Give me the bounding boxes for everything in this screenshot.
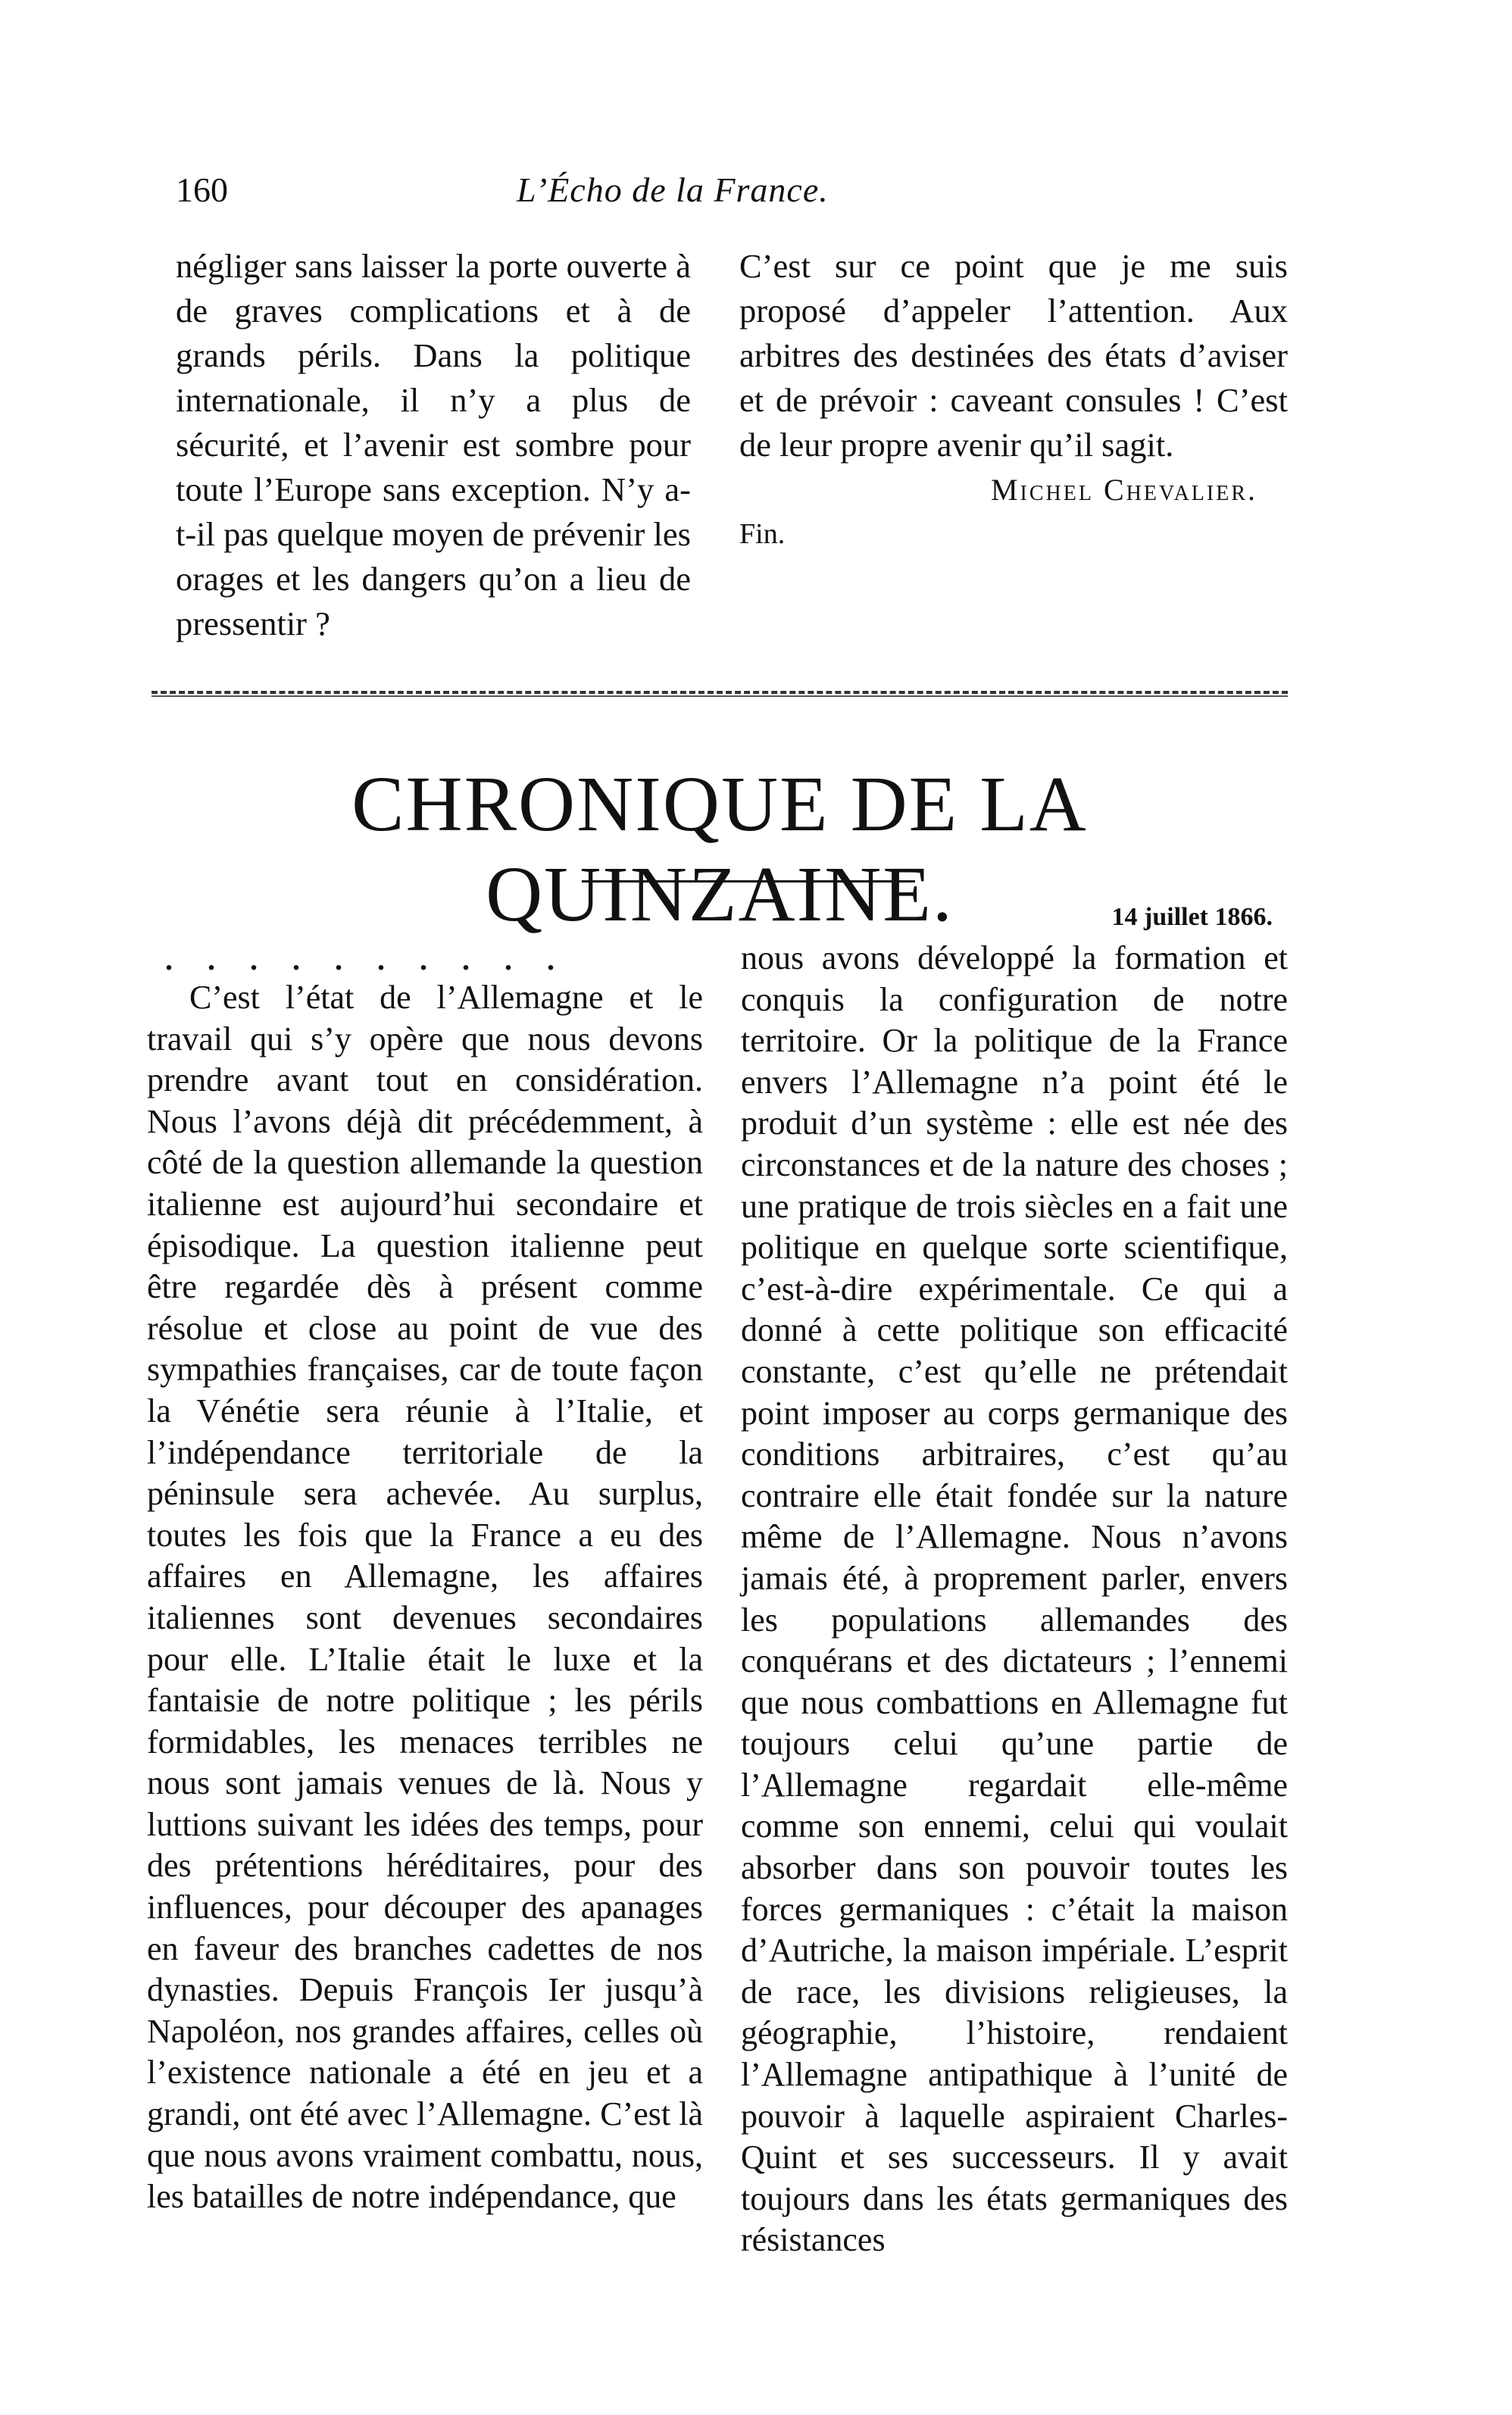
end-mark: Fin. [739,518,786,550]
body-left-paragraph: C’est l’état de l’Allemagne et le travail qui s’y opère que nous devons prendre avant tout en considération. Nous l’avons déjà dit précédemment, à côté de la question allemande la question italienne est aujourd’hui secondaire et épisodique. La question italienne peut être regardée dès à présent comme résolue et close au point de vue des sympathies françaises, car de toute façon la Vénétie sera réunie à l’Italie, et l’indépendance territoriale de la péninsule sera achevée. Au surplus, toutes les fois que la France a eu des affaires en Allemagne, les affaires italiennes sont devenues secondaires pour elle. L’Italie était le luxe et la fantaisie de notre politique ; les périls formidables, les menaces terribles ne nous sont jamais venues de là. Nous y luttions suivant les idées des temps, pour des prétentions héréditaires, pour des influences, pour découper des apanages en faveur des branches cadettes de nos dynasties. Depuis François Ier jusqu’à Napoléon, nos grandes affaires, celles où l’existence nationale a été en jeu et a grandi, ont été avec l’Allemagne. C’est là que nous avons vraiment combattu, nous, les batailles de notre indépendance, que [147,979,703,2216]
ellipsis-dots: . . . . . . . . . . [165,942,568,976]
top-left-column [176,244,691,646]
author-signature: Michel Chevalier. [990,473,1257,507]
section-separator-line [152,695,1288,697]
chronicle-date: 14 juillet 1866. [1111,903,1273,931]
running-title: L’Écho de la France. [517,170,829,209]
top-right-paragraph: C’est sur ce point que je me suis proposé d’appeler l’attention. Aux arbitres des destinées des états d’aviser et de prévoir : caveant consules ! C’est de leur propre avenir qu’il sagit. [739,247,1288,464]
top-left-paragraph: négliger sans laisser la porte ouverte à de graves complications et à de grands périls. Dans la politique internationale, il n’y a plus de sécurité, et l’avenir est sombre pour toute l’Europe sans exception. N’y a-t-il pas quelque moyen de prévenir les orages et les dangers qu’on a lieu de pressentir ? [176,247,691,642]
body-right-column [741,938,1288,2261]
section-title: CHRONIQUE DE LA QUINZAINE. [351,761,1088,938]
section-separator [152,691,1288,694]
top-right-column [739,244,1288,557]
page-number: 160 [176,170,228,209]
running-header [176,170,1289,218]
body-right-paragraph: nous avons développé la formation et conquis la configuration de notre territoire. Or la politique de la France envers l’Allemagne n’a point été le produit d’un système : elle est née des circonstances et de la nature des choses ; une pratique de trois siècles en a fait une politique en quelque sorte scientifique, c’est-à-dire expérimentale. Ce qui a donné à cette politique son efficacité constante, c’est qu’elle ne prétendait point imposer au corps germanique des conditions arbitraires, c’est qu’au contraire elle était fondée sur la nature même de l’Allemagne. Nous n’avons jamais été, à proprement parler, envers les populations allemandes des conquérans et des dictateurs ; l’ennemi que nous combattions en Allemagne fut toujours celui qu’une partie de l’Allemagne regardait elle-même comme son ennemi, celui qui voulait absorber dans son pouvoir toutes les forces germaniques : c’était la maison d’Autriche, la maison impériale. L’esprit de race, les divisions religieuses, la géographie, l’histoire, rendaient l’Allemagne antipathique à l’unité de pouvoir à laquelle aspiraient Charles-Quint et ses successeurs. Il y avait toujours dans les états germaniques des résistances [741,939,1288,2259]
title-rule [582,880,915,883]
body-left-column [147,942,703,2218]
